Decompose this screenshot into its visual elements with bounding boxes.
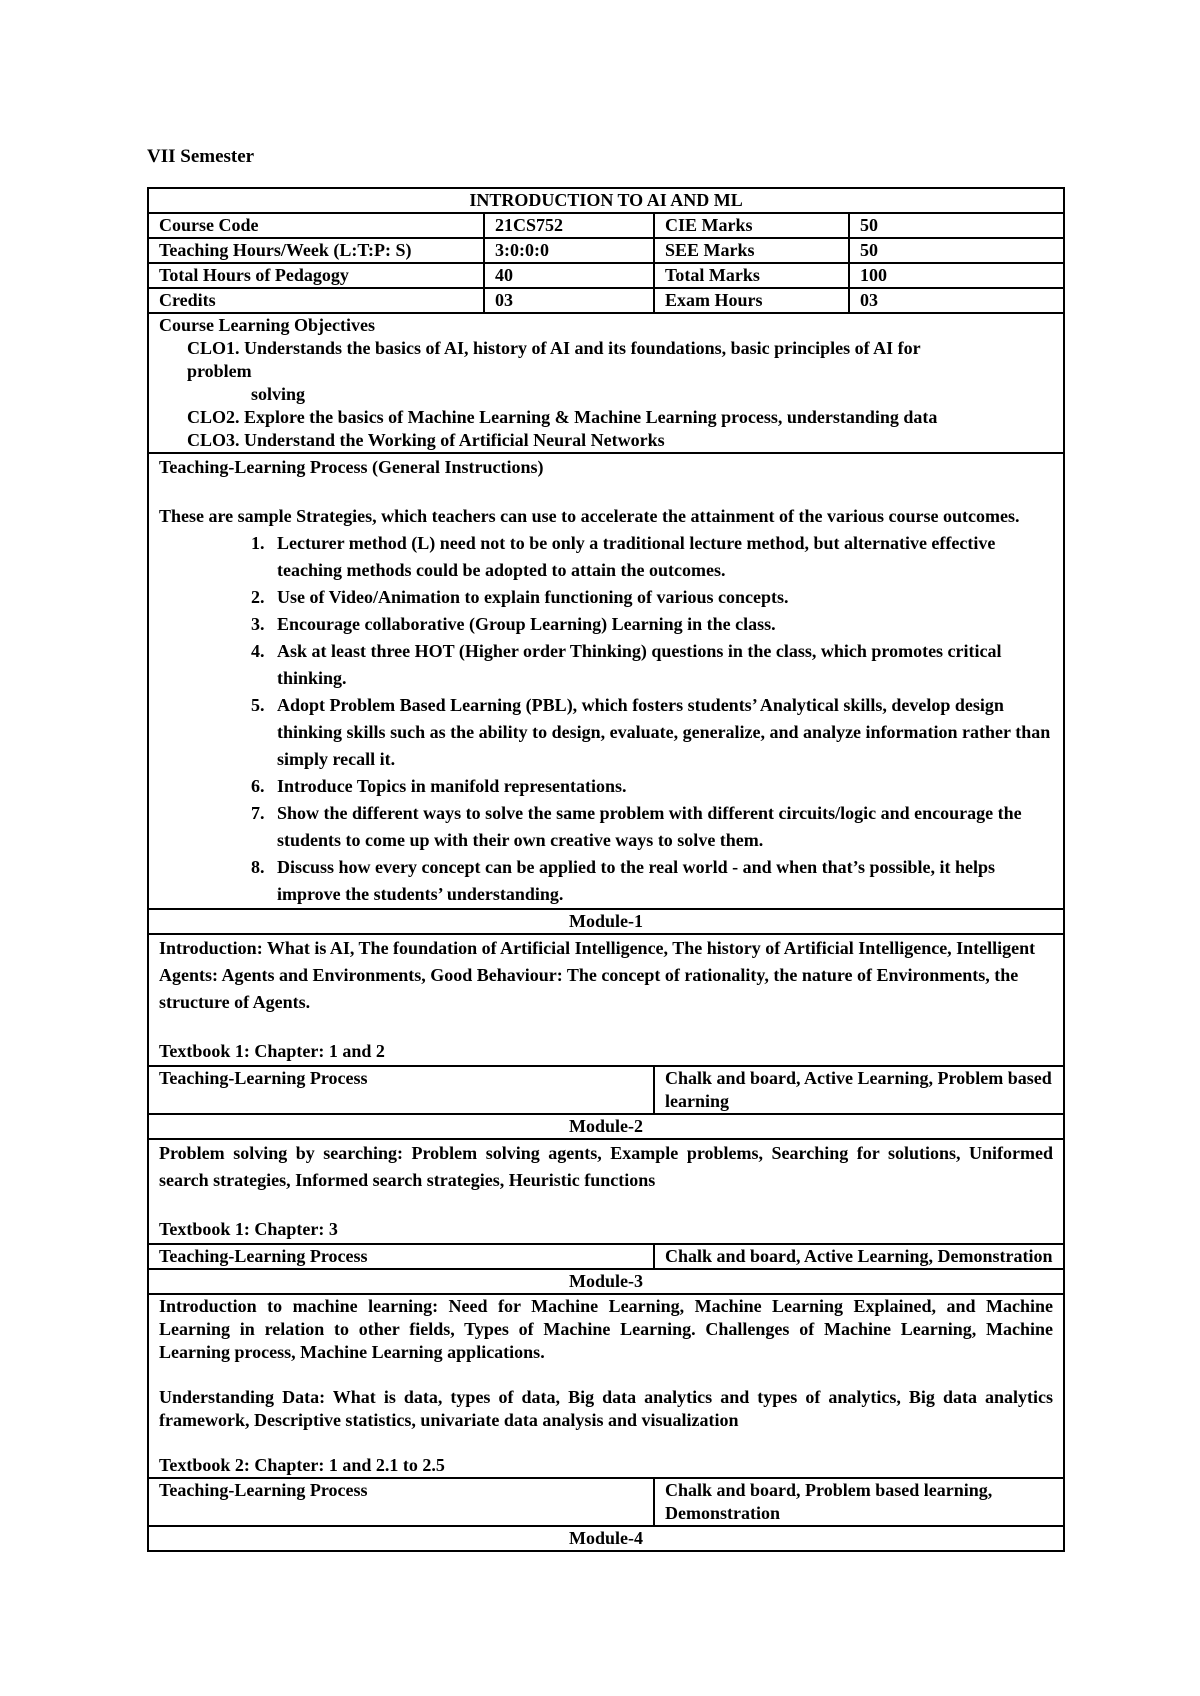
module-title: Module-1 — [148, 909, 1064, 934]
module-content — [148, 1139, 1064, 1244]
teaching-process-row — [148, 453, 1064, 909]
info-value: 03 — [484, 288, 654, 313]
info-value: 50 — [849, 213, 1064, 238]
strategy-list — [159, 530, 1053, 908]
module-title-row — [148, 1114, 1064, 1139]
course-title-row — [148, 188, 1064, 213]
clo1-line: problem — [187, 361, 252, 381]
info-value: 3:0:0:0 — [484, 238, 654, 263]
syllabus-table — [147, 187, 1065, 1552]
module-title-row — [148, 909, 1064, 934]
list-item: 7. Show the different ways to solve the same problem with different circuits/logic and encourage the students to come up with their own creative ways to solve them. — [269, 800, 1053, 854]
semester-heading: VII Semester — [147, 146, 255, 167]
info-value: 40 — [484, 263, 654, 288]
info-label: Exam Hours — [654, 288, 849, 313]
tlp-value: Chalk and board, Active Learning, Problem based learning — [654, 1066, 1064, 1114]
objectives-cell — [148, 313, 1064, 453]
module-tlp-row — [148, 1478, 1064, 1526]
info-label: Credits — [148, 288, 484, 313]
info-label: SEE Marks — [654, 238, 849, 263]
list-item: 2. Use of Video/Animation to explain functioning of various concepts. — [269, 584, 1053, 611]
module-content — [148, 1294, 1064, 1478]
module-description: Understanding Data: What is data, types of data, Big data analytics and types of analytics, Big data analytics framework, Descriptive statistics, univariate data analysis and visualization — [159, 1387, 1054, 1430]
info-label: Course Code — [148, 213, 484, 238]
info-row — [148, 263, 1064, 288]
list-item: 1. Lecturer method (L) need not to be only a traditional lecture method, but alternative effective teaching methods could be adopted to attain the outcomes. — [269, 530, 1053, 584]
module-description: Introduction to machine learning: Need for Machine Learning, Machine Learning Explained, and Machine Learning in relation to other fields, Types of Machine Learning. Challenges of Machine Learning, Machine Learning process, Machine Learning applications. — [159, 1296, 1054, 1362]
info-label: CIE Marks — [654, 213, 849, 238]
module-title-row — [148, 1526, 1064, 1551]
tlp-value: Chalk and board, Active Learning, Demonstration — [654, 1244, 1064, 1269]
module-content-row — [148, 1139, 1064, 1244]
teaching-process-intro: These are sample Strategies, which teachers can use to accelerate the attainment of the various course outcomes. — [159, 506, 1020, 526]
module-content-row — [148, 1294, 1064, 1478]
clo3-line: CLO3. Understand the Working of Artificial Neural Networks — [187, 430, 665, 450]
module-description: Problem solving by searching: Problem solving agents, Example problems, Searching for solutions, Uniformed search strategies, Informed search strategies, Heuristic functions — [159, 1143, 1054, 1190]
info-label: Total Hours of Pedagogy — [148, 263, 484, 288]
clo1-line: solving — [251, 384, 306, 404]
tlp-value: Chalk and board, Problem based learning, Demonstration — [654, 1478, 1064, 1526]
course-title: INTRODUCTION TO AI AND ML — [148, 188, 1064, 213]
info-value: 50 — [849, 238, 1064, 263]
clo2-line: CLO2. Explore the basics of Machine Learning & Machine Learning process, understanding data — [187, 407, 938, 427]
module-content-row — [148, 934, 1064, 1066]
clo-list — [159, 337, 1053, 452]
list-item: 4. Ask at least three HOT (Higher order Thinking) questions in the class, which promotes critical thinking. — [269, 638, 1053, 692]
objectives-row — [148, 313, 1064, 453]
info-label: Teaching Hours/Week (L:T:P: S) — [148, 238, 484, 263]
info-value: 21CS752 — [484, 213, 654, 238]
objectives-heading: Course Learning Objectives — [159, 315, 375, 335]
tlp-label: Teaching-Learning Process — [148, 1244, 654, 1269]
info-row — [148, 213, 1064, 238]
module-title: Module-4 — [148, 1526, 1064, 1551]
module-textbook: Textbook 2: Chapter: 1 and 2.1 to 2.5 — [159, 1455, 445, 1475]
module-textbook: Textbook 1: Chapter: 3 — [159, 1219, 338, 1239]
tlp-label: Teaching-Learning Process — [148, 1478, 654, 1526]
info-value: 100 — [849, 263, 1064, 288]
info-row — [148, 238, 1064, 263]
clo1-line: CLO1. Understands the basics of AI, history of AI and its foundations, basic principles of AI for — [187, 338, 921, 358]
info-value: 03 — [849, 288, 1064, 313]
module-title-row — [148, 1269, 1064, 1294]
module-description: Introduction: What is AI, The foundation of Artificial Intelligence, The history of Artificial Intelligence, Intelligent Agents: Agents and Environments, Good Behaviour: The concept of rationality, the nature of Environments, the structure of Agents. — [159, 938, 1036, 1012]
teaching-process-cell — [148, 453, 1064, 909]
module-title: Module-3 — [148, 1269, 1064, 1294]
module-tlp-row — [148, 1066, 1064, 1114]
list-item: 6. Introduce Topics in manifold representations. — [269, 773, 1053, 800]
list-item: 3. Encourage collaborative (Group Learning) Learning in the class. — [269, 611, 1053, 638]
list-item: 5. Adopt Problem Based Learning (PBL), which fosters students’ Analytical skills, develop design thinking skills such as the ability to design, evaluate, generalize, and analyze information rather than simply recall it. — [269, 692, 1053, 773]
list-item: 8. Discuss how every concept can be applied to the real world - and when that’s possible, it helps improve the students’ understanding. — [269, 854, 1053, 908]
tlp-label: Teaching-Learning Process — [148, 1066, 654, 1114]
info-row — [148, 288, 1064, 313]
module-textbook: Textbook 1: Chapter: 1 and 2 — [159, 1041, 385, 1061]
module-title: Module-2 — [148, 1114, 1064, 1139]
module-content — [148, 934, 1064, 1066]
info-label: Total Marks — [654, 263, 849, 288]
teaching-process-heading: Teaching-Learning Process (General Instructions) — [159, 457, 544, 477]
module-tlp-row — [148, 1244, 1064, 1269]
